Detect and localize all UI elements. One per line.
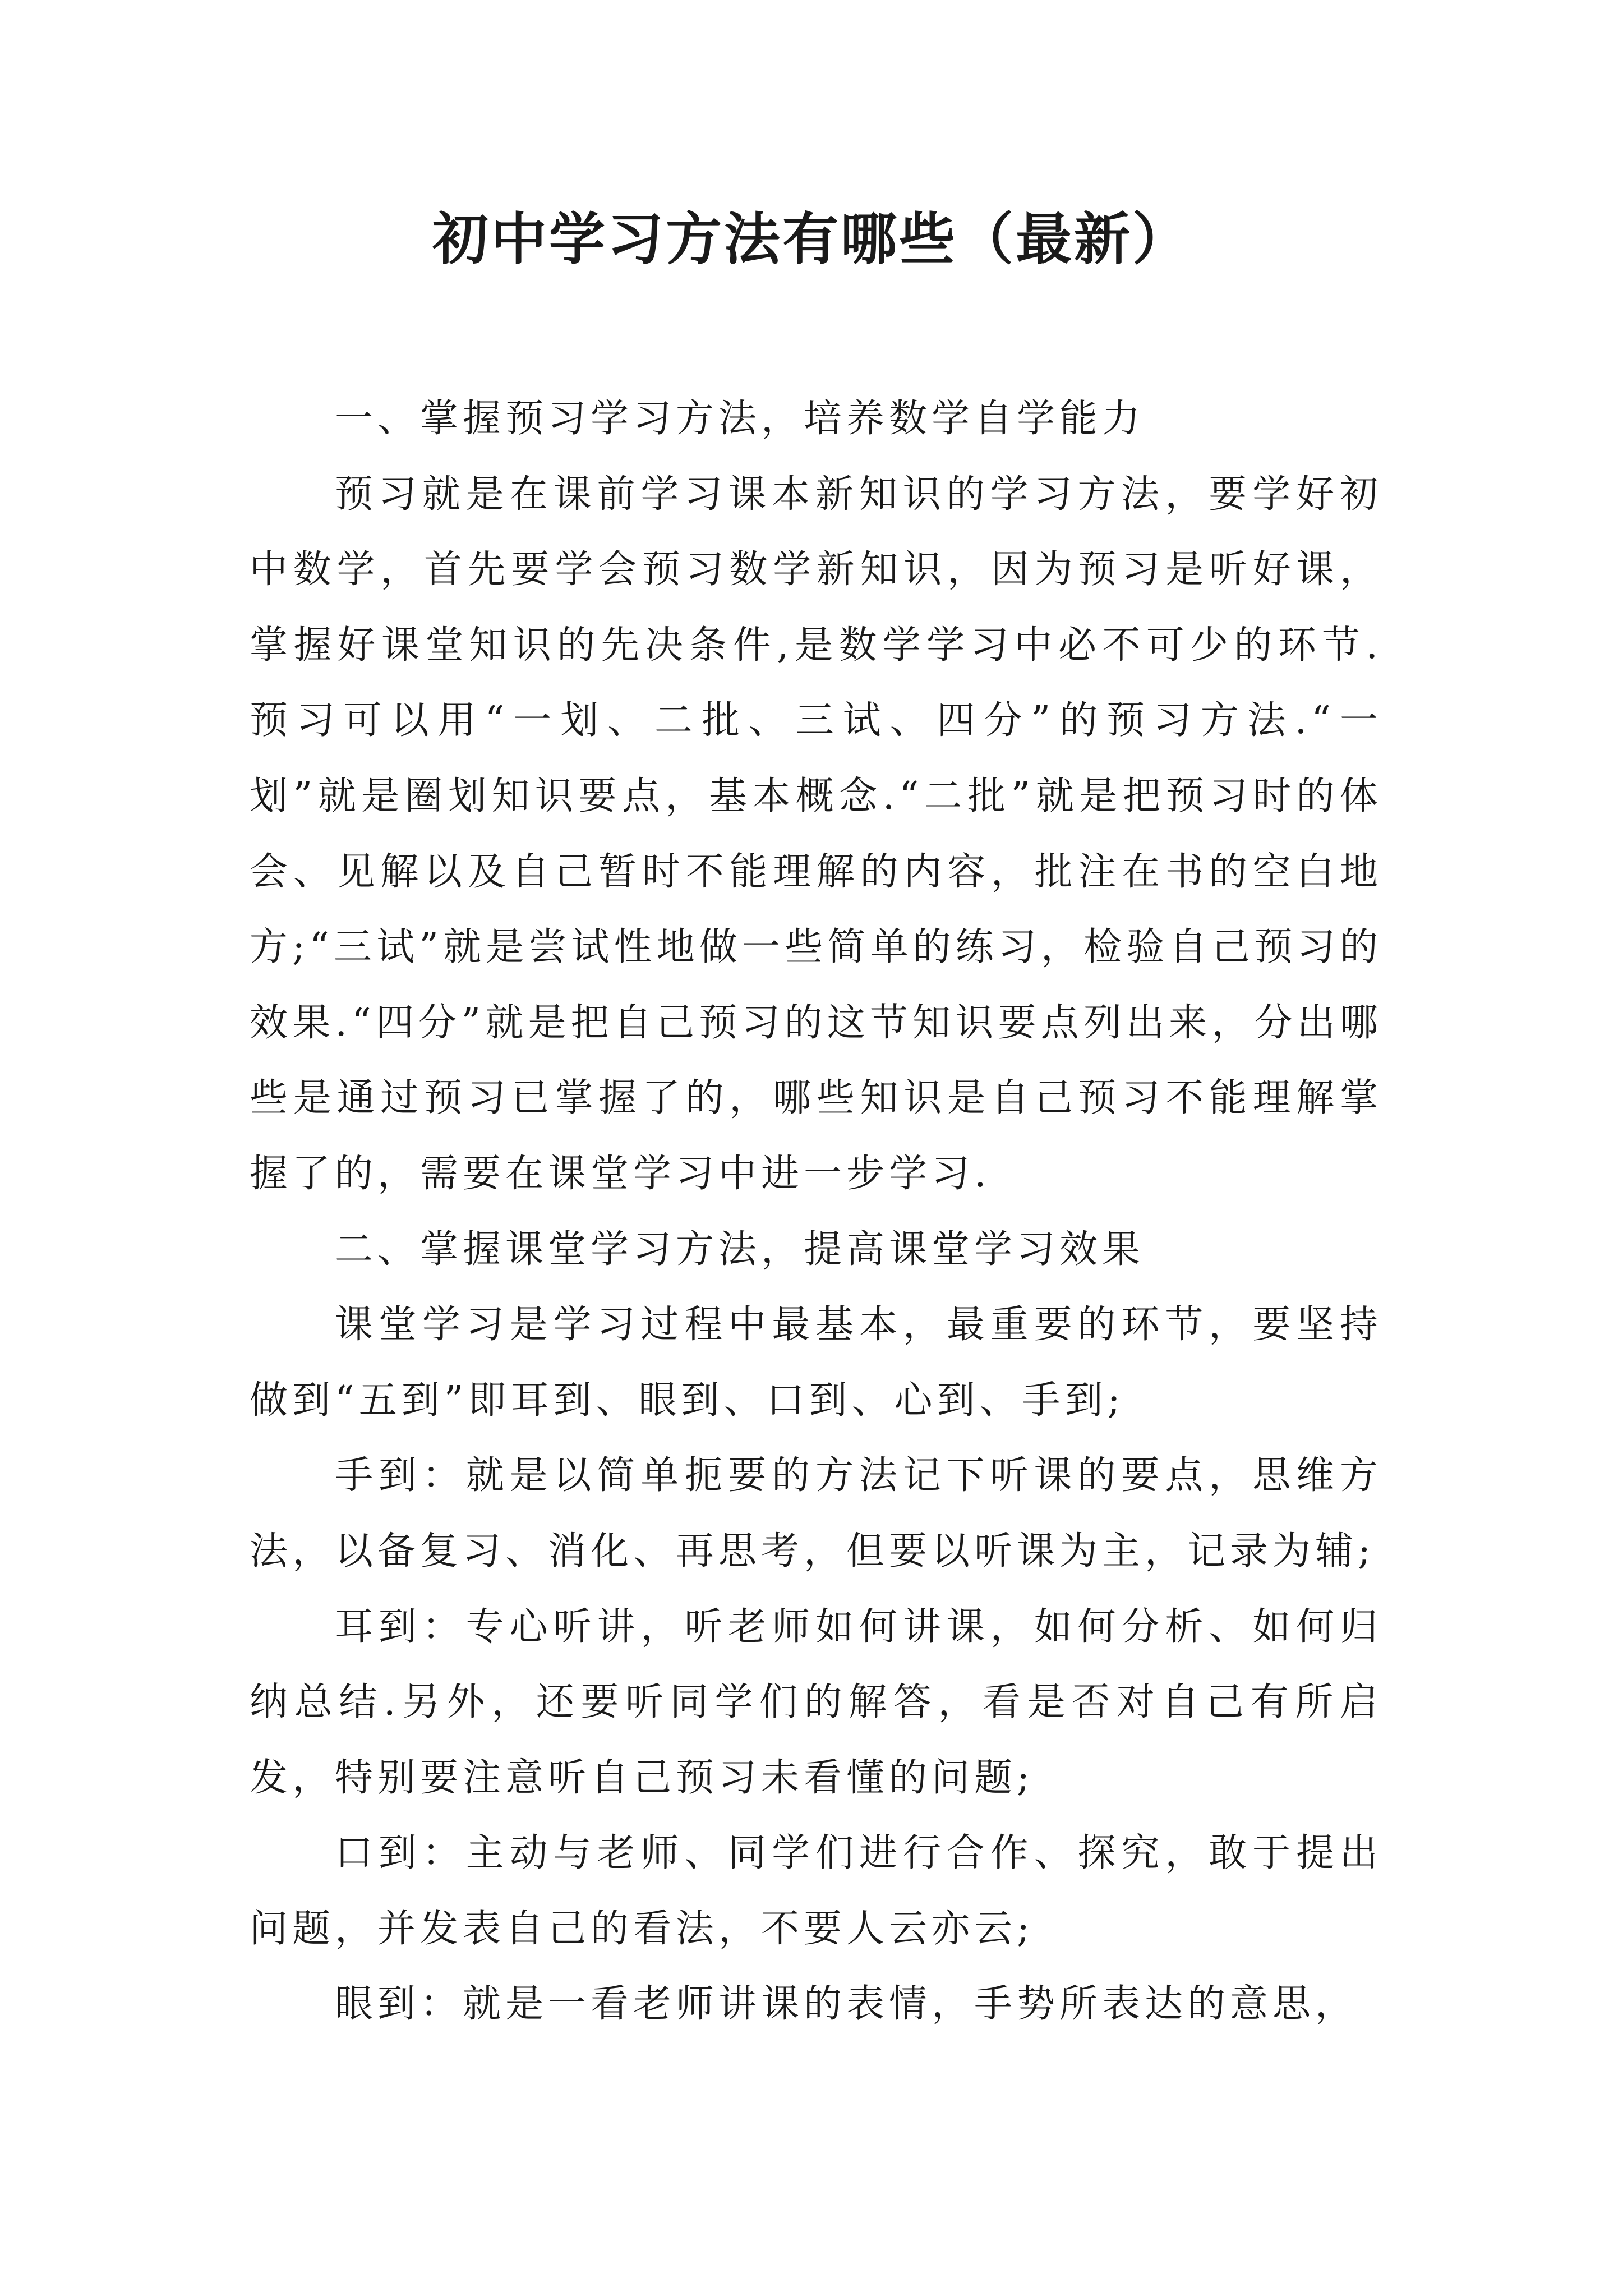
document-body (250, 381, 1382, 2042)
paragraph-preview-method: 预习就是在课前学习课本新知识的学习方法，要学好初中数学，首先要学会预习数学新知识，因为预习是听好课，掌握好课堂知识的先决条件,是数学学习中必不可少的环节.预习可以用“一划、二批、三试、四分”的预习方法.“一划”就是圈划知识要点，基本概念.“二批”就是把预习时的体会、见解以及自己暂时不能理解的内容，批注在书的空白地方;“三试”就是尝试性地做一些简单的练习，检验自己预习的效果.“四分”就是把自己预习的这节知识要点列出来，分出哪些是通过预习已掌握了的，哪些知识是自己预习不能理解掌握了的，需要在课堂学习中进一步学习. (250, 472, 1382, 1196)
paragraph-ear: 耳到：专心听讲，听老师如何讲课，如何分析、如何归纳总结.另外，还要听同学们的解答，看是否对自己有所启发，特别要注意听自己预习未看懂的问题; (250, 1604, 1382, 1800)
section-heading-1: 一、掌握预习学习方法，培养数学自学能力 (335, 397, 1145, 441)
section-heading-2: 二、掌握课堂学习方法，提高课堂学习效果 (335, 1227, 1145, 1272)
paragraph-mouth: 口到：主动与老师、同学们进行合作、探究，敢于提出问题，并发表自己的看法，不要人云亦云; (250, 1831, 1382, 1951)
paragraph-hand: 手到：就是以简单扼要的方法记下听课的要点，思维方法，以备复习、消化、再思考，但要以听课为主，记录为辅; (250, 1453, 1382, 1573)
document-title: 初中学习方法有哪些（最新） (432, 206, 1191, 272)
paragraph-classroom-learning: 课堂学习是学习过程中最基本，最重要的环节，要坚持做到“五到”即耳到、眼到、口到、心到、手到; (250, 1303, 1382, 1423)
paragraph-eye: 眼到：就是一看老师讲课的表情，手势所表达的意思， (335, 1982, 1358, 2027)
